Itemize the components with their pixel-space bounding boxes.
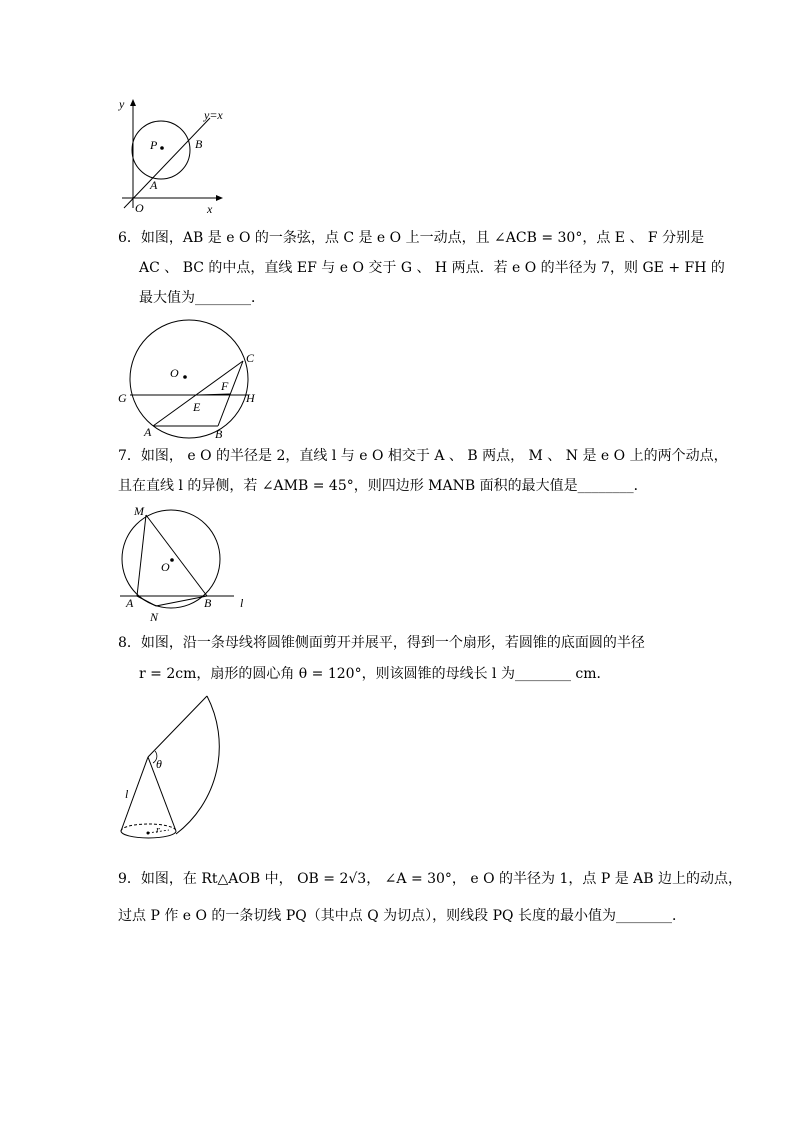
label-l: l: [125, 787, 129, 801]
segment-ac: [153, 361, 243, 426]
question-9-line-2: 过点 P 作 e O 的一条切线 PQ（其中点 Q 为切点），则线段 PQ 长度的最小值为________．: [118, 908, 686, 924]
segment-an: [137, 596, 156, 606]
circle-o: [130, 320, 248, 438]
question-7-line-1: 7．如图， e O 的半径是 2，直线 l 与 e O 相交于 A 、 B 两点， M 、 N 是 e O 上的两个动点，: [118, 448, 728, 464]
label-a: A: [144, 425, 152, 439]
question-6-line-2: AC 、 BC 的中点，直线 EF 与 e O 交于 G 、 H 两点．若 e O 的半径为 7，则 GE + FH 的: [139, 260, 725, 276]
circle-p: [132, 121, 190, 179]
sector-arc: [176, 696, 219, 834]
x-axis-arrow: [216, 195, 223, 201]
figure-circle-p-coordinate: [110, 96, 240, 218]
label-h: H: [246, 391, 255, 405]
figure-cone-sector: [112, 690, 252, 852]
label-b: B: [204, 596, 212, 610]
label-l: l: [240, 596, 244, 610]
label-o: O: [135, 201, 144, 215]
center-p-dot: [160, 146, 164, 150]
label-o: O: [170, 366, 179, 380]
label-n: N: [150, 610, 159, 624]
label-c: C: [246, 351, 255, 365]
label-r: r: [156, 825, 160, 836]
label-y-equals-x: y=x: [204, 108, 223, 122]
cone-slant-right: [148, 757, 176, 831]
label-p: P: [150, 138, 158, 152]
question-7-line-2: 且在直线 l 的异侧，若 ∠AMB = 45°，则四边形 MANB 面积的最大值是________．: [118, 478, 648, 494]
segment-bc: [218, 361, 243, 426]
line-y-equals-x: [124, 118, 210, 208]
label-o: O: [161, 560, 170, 574]
sector-radius-top: [148, 696, 207, 757]
question-6-line-3: 最大值为________．: [139, 290, 265, 306]
segment-nb: [156, 596, 207, 606]
label-b: B: [215, 427, 223, 441]
figure-quadrilateral-manb: [112, 500, 262, 626]
question-8-line-1: 8．如图，沿一条母线将圆锥侧面剪开并展平，得到一个扇形，若圆锥的底面圆的半径: [118, 635, 645, 651]
figure-circle-chord-ab: [112, 316, 272, 442]
base-ellipse-back: [121, 824, 176, 831]
question-8-line-2: r = 2cm，扇形的圆心角 θ = 120°，则该圆锥的母线长 l 为________ cm．: [139, 666, 611, 682]
question-6-line-1: 6．如图，AB 是 e O 的一条弦，点 C 是 e O 上一动点，且 ∠ACB = 30°，点 E 、 F 分别是: [118, 230, 705, 246]
base-center-dot: [147, 832, 150, 835]
label-f: F: [221, 379, 229, 393]
label-e: E: [193, 400, 201, 414]
segment-ma: [137, 515, 146, 596]
label-a: A: [126, 596, 134, 610]
label-b: B: [195, 137, 203, 151]
label-g: G: [118, 391, 127, 405]
label-m: M: [134, 504, 144, 518]
label-theta: θ: [156, 757, 162, 771]
label-y: y: [119, 97, 125, 111]
segment-mb: [146, 515, 207, 596]
center-o-dot: [183, 375, 187, 379]
label-x: x: [207, 202, 213, 216]
center-o-dot: [170, 558, 174, 562]
y-axis-arrow: [130, 99, 136, 106]
label-a: A: [150, 178, 158, 192]
question-9-line-1: 9．如图，在 Rt△AOB 中， OB = 2√3， ∠A = 30°， e O 的半径为 1，点 P 是 AB 边上的动点，: [118, 871, 743, 887]
